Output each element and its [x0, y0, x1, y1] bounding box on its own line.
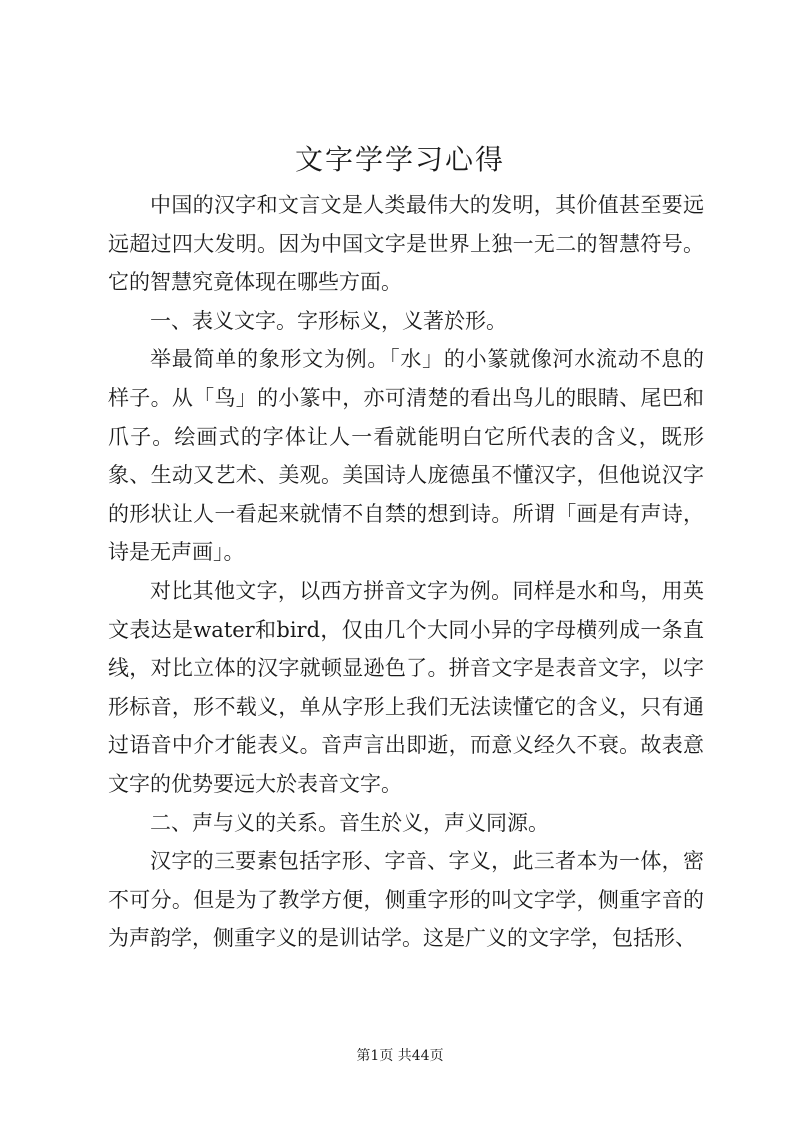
- paragraph-alphabetic-comparison: 对比其他文字，以西方拼音文字为例。同样是水和鸟，用英文表达是water和bird，仅由几个大同小异的字母横列成一条直线，对比立体的汉字就顿显逊色了。拼音文字是表音文字，以字形标音，形不载义，单从字形上我们无法读懂它的含义，只有通过语音中介才能表义。音声言出即逝，而意义经久不衰。故表意文字的优势要远大於表音文字。: [108, 578, 704, 796]
- paragraph-intro: 中国的汉字和文言文是人类最伟大的发明，其价值甚至要远远超过四大发明。因为中国文字是世界上独一无二的智慧符号。它的智慧究竟体现在哪些方面。: [108, 193, 704, 295]
- page-footer: 第1页 共44页: [356, 1048, 444, 1064]
- paragraph-heading-two: 二、声与义的关系。音生於义，声义同源。: [150, 810, 549, 835]
- document-title: 文字学学习心得: [294, 143, 505, 176]
- paragraph-heading-one: 一、表义文字。字形标义，义著於形。: [150, 308, 507, 333]
- paragraph-pictograph-example: 举最简单的象形文为例。「水」的小篆就像河水流动不息的样子。从「鸟」的小篆中，亦可清楚的看出鸟儿的眼睛、尾巴和爪子。绘画式的字体让人一看就能明白它所代表的含义，既形象、生动又艺术、美观。美国诗人庞德虽不懂汉字，但他说汉字的形状让人一看起来就情不自禁的想到诗。所谓「画是有声诗，诗是无声画」。: [108, 347, 704, 565]
- paragraph-three-elements: 汉字的三要素包括字形、字音、字义，此三者本为一体，密不可分。但是为了教学方便，侧重字形的叫文字学，侧重字音的为声韵学，侧重字义的是训诂学。这是广义的文字学，包括形、: [108, 849, 704, 951]
- document-body: [108, 186, 704, 958]
